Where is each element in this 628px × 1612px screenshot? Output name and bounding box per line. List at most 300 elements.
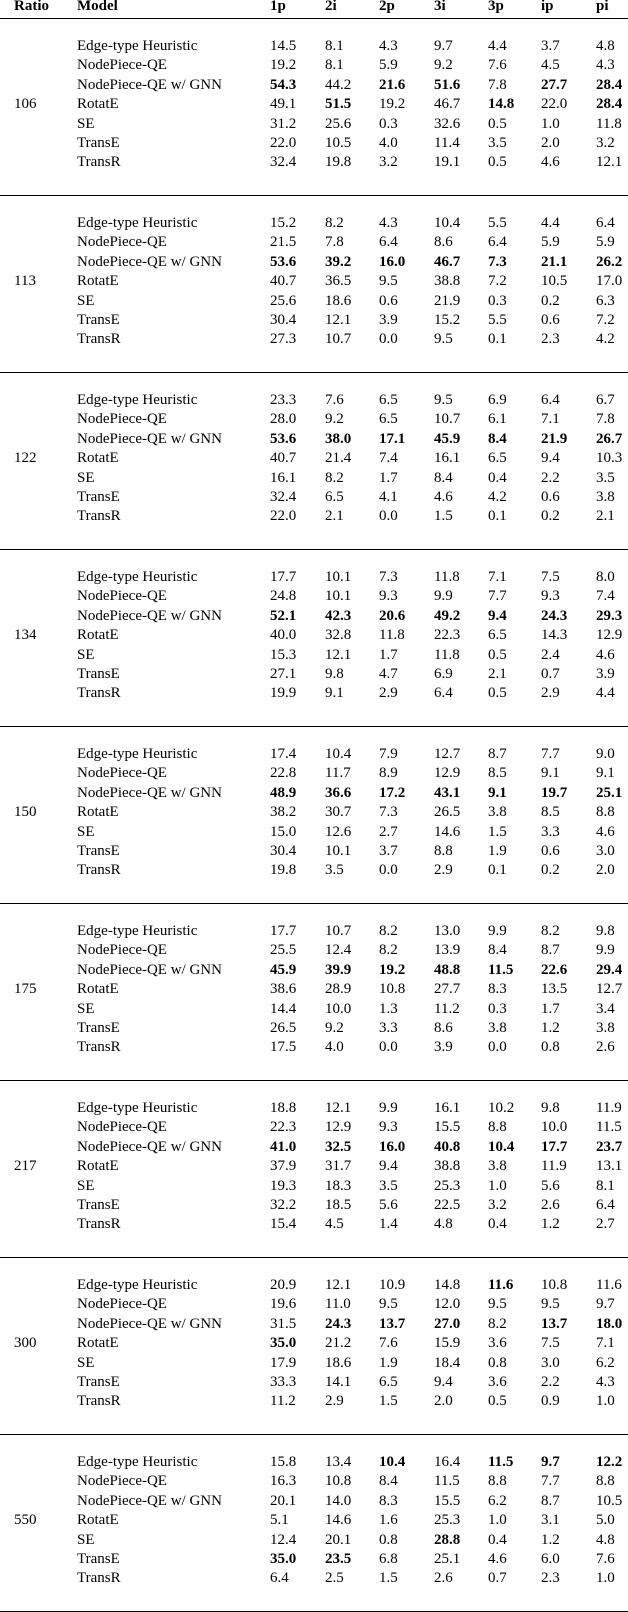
cell-2p: 19.2 [379, 96, 406, 113]
cell-3p: 6.2 [488, 1492, 507, 1509]
cell-2i: 32.5 [325, 1138, 352, 1155]
cell-2p: 11.8 [379, 627, 405, 644]
table-row [0, 76, 628, 95]
cell-pi: 4.2 [596, 331, 615, 348]
cell-1p: 12.4 [270, 1531, 297, 1548]
cell-2p: 1.5 [379, 1570, 398, 1587]
cell-2p: 7.3 [379, 569, 398, 585]
table-row [0, 1099, 628, 1118]
cell-ip: 17.7 [541, 1138, 568, 1155]
cell-pi: 9.1 [596, 765, 615, 782]
cell-ip: 0.6 [541, 489, 560, 505]
cell-pi: 2.1 [596, 508, 615, 525]
cell-pi: 9.9 [596, 942, 615, 959]
cell-2p: 0.0 [379, 331, 398, 348]
table-row [0, 1531, 628, 1550]
table-row [0, 823, 628, 842]
cell-3p: 1.9 [488, 843, 507, 859]
cell-3i: 13.0 [434, 923, 461, 939]
cell-pi: 28.4 [596, 96, 623, 113]
table-row [0, 646, 628, 665]
cell-1p: 40.7 [270, 450, 297, 467]
cell-2p: 9.3 [379, 588, 398, 605]
cell-2i: 18.3 [325, 1177, 352, 1194]
cell-2p: 0.6 [379, 292, 398, 309]
cell-2p: 6.5 [379, 1374, 398, 1390]
cell-pi: 6.2 [596, 1354, 615, 1371]
cell-ip: 1.7 [541, 1000, 560, 1017]
cell-2p: 2.7 [379, 823, 398, 840]
table-row [0, 922, 628, 941]
ratio-value: 550 [14, 1512, 37, 1529]
table-row [0, 507, 628, 526]
cell-ip: 8.2 [541, 923, 560, 939]
cell-3p: 3.8 [488, 1020, 507, 1036]
model-name: SE [77, 1000, 95, 1017]
cell-2i: 8.1 [325, 38, 344, 54]
cell-2p: 17.1 [379, 430, 406, 447]
cell-ip: 7.7 [541, 746, 560, 762]
cell-3i: 8.6 [434, 234, 453, 251]
cell-3p: 14.8 [488, 96, 515, 113]
table-row [0, 1295, 628, 1314]
cell-ip: 0.8 [541, 1039, 560, 1056]
cell-3p: 3.8 [488, 1158, 507, 1175]
cell-pi: 6.3 [596, 292, 615, 309]
cell-3i: 10.7 [434, 411, 461, 428]
cell-1p: 20.9 [270, 1277, 297, 1293]
cell-2i: 8.2 [325, 469, 344, 486]
cell-3i: 25.3 [434, 1177, 461, 1194]
cell-ip: 2.3 [541, 331, 560, 348]
cell-3p: 8.4 [488, 942, 507, 959]
cell-3p: 8.8 [488, 1473, 507, 1490]
header-model: Model [77, 0, 118, 14]
cell-2p: 5.9 [379, 57, 398, 74]
table-row [0, 784, 628, 803]
cell-2i: 10.1 [325, 569, 352, 585]
cell-3p: 6.5 [488, 627, 507, 644]
cell-2p: 6.4 [379, 234, 398, 251]
model-name: RotatE [77, 1335, 119, 1352]
cell-2i: 10.7 [325, 923, 352, 939]
cell-2p: 20.6 [379, 607, 406, 624]
cell-ip: 0.9 [541, 1393, 560, 1410]
cell-2p: 9.5 [379, 1296, 398, 1313]
cell-pi: 26.2 [596, 253, 623, 270]
cell-2i: 8.2 [325, 215, 344, 231]
cell-3i: 27.7 [434, 981, 461, 998]
cell-1p: 19.2 [270, 57, 297, 74]
cell-3p: 10.4 [488, 1138, 515, 1155]
cell-pi: 4.6 [596, 646, 615, 663]
cell-3i: 4.6 [434, 489, 453, 505]
cell-3i: 9.7 [434, 38, 453, 54]
cell-3i: 51.6 [434, 76, 461, 93]
cell-2i: 9.8 [325, 666, 344, 682]
cell-3i: 6.4 [434, 685, 453, 702]
cell-3i: 11.5 [434, 1473, 460, 1490]
cell-1p: 33.3 [270, 1374, 297, 1390]
cell-3p: 0.4 [488, 469, 507, 486]
table-row [0, 764, 628, 783]
cell-pi: 3.8 [596, 489, 615, 505]
model-name: TransE [77, 489, 120, 505]
cell-1p: 18.8 [270, 1100, 297, 1116]
table-row [0, 1038, 628, 1057]
cell-3p: 0.1 [488, 331, 507, 348]
ratio-group [0, 196, 628, 373]
table-row [0, 665, 628, 684]
cell-2i: 32.8 [325, 627, 352, 644]
cell-ip: 9.3 [541, 588, 560, 605]
model-name: SE [77, 1177, 95, 1194]
cell-ip: 3.1 [541, 1512, 560, 1529]
table-row [0, 330, 628, 349]
model-name: TransE [77, 1374, 120, 1390]
cell-3i: 13.9 [434, 942, 461, 959]
cell-pi: 8.0 [596, 569, 615, 585]
table-row [0, 568, 628, 587]
cell-3i: 26.5 [434, 804, 461, 821]
table-row [0, 1276, 628, 1295]
table-row [0, 842, 628, 861]
model-name: NodePiece-QE w/ GNN [77, 1138, 222, 1155]
table-row [0, 1550, 628, 1569]
table-row [0, 253, 628, 272]
cell-3i: 11.4 [434, 135, 460, 151]
cell-1p: 19.8 [270, 862, 297, 879]
model-name: Edge-type Heuristic [77, 746, 198, 762]
cell-pi: 8.8 [596, 1473, 615, 1490]
cell-1p: 15.2 [270, 215, 297, 231]
cell-2i: 14.6 [325, 1512, 352, 1529]
cell-2i: 38.0 [325, 430, 352, 447]
cell-1p: 27.3 [270, 331, 297, 348]
model-name: RotatE [77, 627, 119, 644]
cell-ip: 21.1 [541, 253, 568, 270]
table-row [0, 214, 628, 233]
cell-ip: 5.9 [541, 234, 560, 251]
model-name: NodePiece-QE w/ GNN [77, 253, 222, 270]
cell-1p: 38.2 [270, 804, 297, 821]
cell-1p: 16.3 [270, 1473, 297, 1490]
cell-pi: 12.2 [596, 1454, 623, 1470]
cell-ip: 3.0 [541, 1354, 560, 1371]
cell-ip: 0.7 [541, 666, 560, 682]
table-row [0, 941, 628, 960]
ratio-group [0, 1435, 628, 1612]
model-name: NodePiece-QE [77, 765, 167, 782]
cell-ip: 6.4 [541, 392, 560, 408]
cell-1p: 17.7 [270, 923, 297, 939]
cell-2i: 51.5 [325, 96, 352, 113]
cell-1p: 22.3 [270, 1119, 297, 1136]
cell-1p: 40.7 [270, 273, 297, 290]
ratio-group [0, 373, 628, 550]
ratio-group [0, 727, 628, 904]
cell-3p: 8.3 [488, 981, 507, 998]
cell-ip: 2.0 [541, 135, 560, 151]
cell-2i: 10.5 [325, 135, 352, 151]
cell-pi: 5.9 [596, 234, 615, 251]
cell-ip: 13.7 [541, 1315, 568, 1332]
table-row [0, 961, 628, 980]
table-row [0, 1315, 628, 1334]
cell-ip: 1.2 [541, 1531, 560, 1548]
model-name: TransE [77, 135, 120, 151]
cell-1p: 19.9 [270, 685, 297, 702]
cell-ip: 4.4 [541, 215, 560, 231]
cell-1p: 14.4 [270, 1000, 297, 1017]
model-name: NodePiece-QE w/ GNN [77, 76, 222, 93]
cell-1p: 40.0 [270, 627, 297, 644]
cell-3i: 4.8 [434, 1216, 453, 1233]
model-name: NodePiece-QE [77, 411, 167, 428]
cell-1p: 15.3 [270, 646, 297, 663]
cell-2p: 8.3 [379, 1492, 398, 1509]
model-name: RotatE [77, 96, 119, 113]
cell-2i: 9.1 [325, 685, 344, 702]
cell-3p: 6.4 [488, 234, 507, 251]
cell-1p: 37.9 [270, 1158, 297, 1175]
table-row [0, 1392, 628, 1411]
cell-ip: 2.4 [541, 646, 560, 663]
cell-3p: 7.2 [488, 273, 507, 290]
cell-1p: 38.6 [270, 981, 297, 998]
cell-pi: 4.3 [596, 57, 615, 74]
cell-3p: 7.6 [488, 57, 507, 74]
cell-2i: 3.5 [325, 862, 344, 879]
cell-1p: 30.4 [270, 312, 297, 328]
cell-2i: 39.2 [325, 253, 352, 270]
cell-3p: 10.2 [488, 1100, 515, 1116]
cell-3i: 8.8 [434, 843, 453, 859]
model-name: RotatE [77, 981, 119, 998]
model-name: NodePiece-QE [77, 1296, 167, 1313]
cell-2i: 11.0 [325, 1296, 351, 1313]
cell-2p: 7.3 [379, 804, 398, 821]
cell-ip: 4.6 [541, 154, 560, 171]
model-name: SE [77, 469, 95, 486]
cell-1p: 25.6 [270, 292, 297, 309]
cell-2i: 10.7 [325, 331, 352, 348]
cell-3p: 3.5 [488, 135, 507, 151]
cell-1p: 32.2 [270, 1197, 297, 1213]
cell-1p: 14.5 [270, 38, 297, 54]
cell-pi: 11.8 [596, 115, 622, 132]
cell-3i: 45.9 [434, 430, 461, 447]
cell-1p: 17.9 [270, 1354, 297, 1371]
cell-2i: 24.3 [325, 1315, 352, 1332]
cell-2i: 31.7 [325, 1158, 352, 1175]
cell-1p: 17.7 [270, 569, 297, 585]
cell-1p: 21.5 [270, 234, 297, 251]
cell-3i: 12.9 [434, 765, 461, 782]
cell-2i: 10.0 [325, 1000, 352, 1017]
cell-3i: 16.4 [434, 1454, 461, 1470]
cell-1p: 49.1 [270, 96, 297, 113]
header-col-2i: 2i [325, 0, 337, 14]
cell-2p: 4.7 [379, 666, 398, 682]
cell-pi: 4.3 [596, 1374, 615, 1390]
cell-2p: 17.2 [379, 784, 406, 801]
cell-pi: 28.4 [596, 76, 623, 93]
cell-2p: 1.3 [379, 1000, 398, 1017]
table-row [0, 861, 628, 880]
cell-2p: 0.3 [379, 115, 398, 132]
cell-3p: 0.5 [488, 685, 507, 702]
cell-pi: 9.0 [596, 746, 615, 762]
cell-pi: 10.3 [596, 450, 623, 467]
cell-1p: 30.4 [270, 843, 297, 859]
cell-2i: 2.5 [325, 1570, 344, 1587]
table-row [0, 1373, 628, 1392]
cell-pi: 8.8 [596, 804, 615, 821]
model-name: TransR [77, 1039, 121, 1056]
cell-3p: 0.5 [488, 1393, 507, 1410]
cell-pi: 2.0 [596, 862, 615, 879]
cell-2p: 3.2 [379, 154, 398, 171]
cell-pi: 13.1 [596, 1158, 623, 1175]
table-row [0, 391, 628, 410]
cell-pi: 12.7 [596, 981, 623, 998]
model-name: TransR [77, 508, 121, 525]
ratio-group [0, 1081, 628, 1258]
cell-3i: 49.2 [434, 607, 461, 624]
cell-pi: 1.0 [596, 1570, 615, 1587]
cell-3i: 46.7 [434, 253, 461, 270]
cell-3p: 9.5 [488, 1296, 507, 1313]
cell-3i: 9.4 [434, 1374, 453, 1390]
cell-ip: 27.7 [541, 76, 568, 93]
model-name: TransR [77, 862, 121, 879]
table-row [0, 803, 628, 822]
cell-3i: 28.8 [434, 1531, 461, 1548]
cell-ip: 1.2 [541, 1216, 560, 1233]
cell-1p: 17.5 [270, 1039, 297, 1056]
cell-2p: 3.5 [379, 1177, 398, 1194]
cell-1p: 41.0 [270, 1138, 297, 1155]
cell-2p: 0.0 [379, 508, 398, 525]
cell-ip: 2.3 [541, 1570, 560, 1587]
model-name: NodePiece-QE [77, 234, 167, 251]
cell-pi: 5.0 [596, 1512, 615, 1529]
cell-2p: 0.0 [379, 862, 398, 879]
model-name: TransE [77, 1197, 120, 1213]
model-name: Edge-type Heuristic [77, 569, 198, 585]
model-name: TransR [77, 1570, 121, 1587]
model-name: TransR [77, 1393, 121, 1410]
model-name: Edge-type Heuristic [77, 1277, 198, 1293]
cell-2p: 10.4 [379, 1454, 406, 1470]
cell-3p: 1.5 [488, 823, 507, 840]
ratio-value: 134 [14, 627, 37, 644]
model-name: TransR [77, 331, 121, 348]
cell-ip: 19.7 [541, 784, 568, 801]
cell-2i: 18.6 [325, 1354, 352, 1371]
cell-pi: 9.8 [596, 923, 615, 939]
cell-pi: 12.9 [596, 627, 623, 644]
cell-2p: 9.5 [379, 273, 398, 290]
cell-pi: 11.6 [596, 1277, 622, 1293]
cell-1p: 32.4 [270, 489, 297, 505]
table-row [0, 1472, 628, 1491]
cell-3i: 38.8 [434, 1158, 461, 1175]
cell-pi: 10.5 [596, 1492, 623, 1509]
cell-1p: 22.0 [270, 508, 297, 525]
model-name: Edge-type Heuristic [77, 215, 198, 231]
cell-2p: 4.3 [379, 38, 398, 54]
table-row [0, 1118, 628, 1137]
cell-3p: 0.4 [488, 1216, 507, 1233]
table-row [0, 1177, 628, 1196]
cell-ip: 10.5 [541, 273, 568, 290]
cell-2p: 7.4 [379, 450, 398, 467]
cell-2p: 21.6 [379, 76, 406, 93]
table-row [0, 272, 628, 291]
ratio-group [0, 1258, 628, 1435]
cell-ip: 9.4 [541, 450, 560, 467]
model-name: NodePiece-QE w/ GNN [77, 430, 222, 447]
cell-pi: 11.9 [596, 1100, 622, 1116]
cell-pi: 11.5 [596, 1119, 622, 1136]
cell-ip: 11.9 [541, 1158, 567, 1175]
cell-2i: 12.1 [325, 646, 352, 663]
cell-ip: 21.9 [541, 430, 568, 447]
cell-2p: 9.9 [379, 1100, 398, 1116]
model-name: SE [77, 823, 95, 840]
model-name: SE [77, 1531, 95, 1548]
cell-3i: 25.3 [434, 1512, 461, 1529]
model-name: SE [77, 1354, 95, 1371]
cell-3i: 9.5 [434, 331, 453, 348]
ratio-group [0, 19, 628, 196]
cell-pi: 25.1 [596, 784, 623, 801]
cell-3i: 38.8 [434, 273, 461, 290]
cell-3i: 2.6 [434, 1570, 453, 1587]
cell-2p: 6.8 [379, 1551, 398, 1567]
cell-pi: 4.8 [596, 38, 615, 54]
cell-2i: 6.5 [325, 489, 344, 505]
cell-ip: 1.2 [541, 1020, 560, 1036]
model-name: RotatE [77, 450, 119, 467]
cell-pi: 3.8 [596, 1020, 615, 1036]
cell-2p: 9.3 [379, 1119, 398, 1136]
cell-2p: 4.3 [379, 215, 398, 231]
cell-3p: 0.7 [488, 1570, 507, 1587]
cell-3i: 32.6 [434, 115, 461, 132]
cell-3i: 11.2 [434, 1000, 460, 1017]
cell-2p: 4.1 [379, 489, 398, 505]
cell-3i: 14.6 [434, 823, 461, 840]
header-col-1p: 1p [270, 0, 286, 14]
cell-1p: 23.3 [270, 392, 297, 408]
table-row [0, 587, 628, 606]
cell-2p: 1.9 [379, 1354, 398, 1371]
cell-3p: 8.2 [488, 1315, 507, 1332]
model-name: SE [77, 292, 95, 309]
cell-2i: 4.0 [325, 1039, 344, 1056]
cell-1p: 54.3 [270, 76, 297, 93]
cell-2i: 2.9 [325, 1393, 344, 1410]
table-row [0, 1334, 628, 1353]
cell-2i: 12.1 [325, 312, 352, 328]
cell-ip: 0.2 [541, 862, 560, 879]
table-row [0, 1569, 628, 1588]
header-col-ip: ip [541, 0, 554, 14]
cell-3i: 6.9 [434, 666, 453, 682]
